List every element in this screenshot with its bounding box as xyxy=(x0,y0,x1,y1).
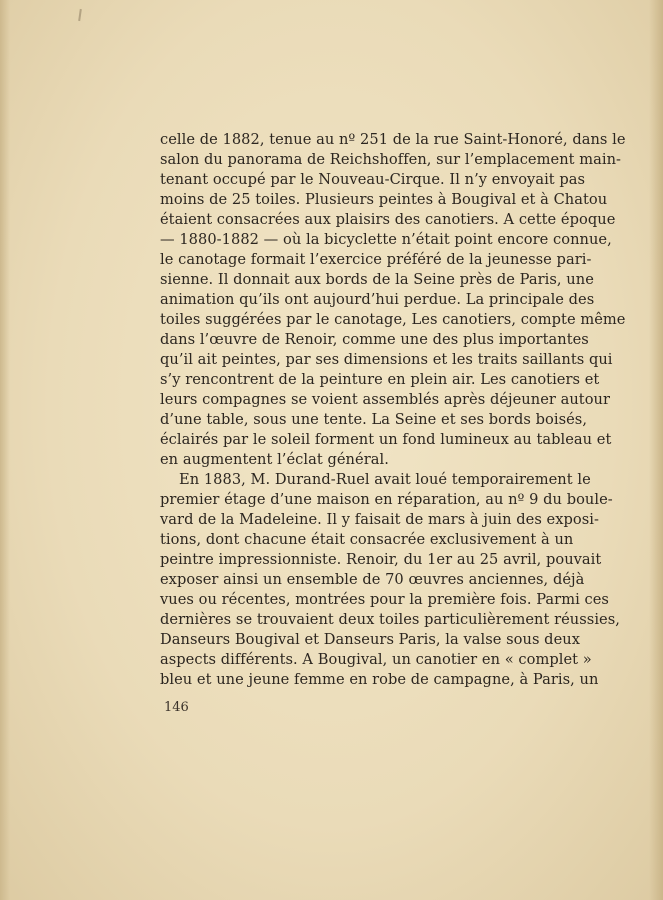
text-line: animation qu’ils ont aujourd’hui perdue. La principale des xyxy=(160,291,595,308)
text-line: le canotage formait l’exercice préféré de la jeunesse pari- xyxy=(160,251,592,268)
text-line: salon du panorama de Reichshoffen, sur l’emplacement main- xyxy=(160,151,622,168)
text-line: sienne. Il donnait aux bords de la Seine près de Paris, une xyxy=(160,271,594,288)
text-line: tions, dont chacune était consacrée exclusivement à un xyxy=(160,531,574,548)
text-line: moins de 25 toiles. Plusieurs peintes à Bougival et à Chatou xyxy=(160,191,608,208)
text-line: étaient consacrées aux plaisirs des canotiers. A cette époque xyxy=(160,211,616,228)
text-line: leurs compagnes se voient assemblés après déjeuner autour xyxy=(160,391,611,408)
text-line: premier étage d’une maison en réparation, au nº 9 du boule- xyxy=(160,491,613,508)
text-line: éclairés par le soleil forment un fond lumineux au tableau et xyxy=(160,431,612,448)
page-edge-shadow-right xyxy=(649,0,663,900)
text-line: toiles suggérées par le canotage, Les canotiers, compte même xyxy=(160,311,626,328)
text-line: vard de la Madeleine. Il y faisait de mars à juin des exposi- xyxy=(160,511,599,528)
text-line: qu’il ait peintes, par ses dimensions et les traits saillants qui xyxy=(160,351,613,368)
page-number: 146 xyxy=(164,700,189,715)
text-line: tenant occupé par le Nouveau-Cirque. Il n’y envoyait pas xyxy=(160,171,586,188)
text-line: bleu et une jeune femme en robe de campagne, à Paris, un xyxy=(160,671,599,688)
page-edge-shadow-left xyxy=(0,0,10,900)
text-line: En 1883, M. Durand-Ruel avait loué temporairement le xyxy=(179,471,591,488)
text-line: aspects différents. A Bougival, un canotier en « complet » xyxy=(160,651,592,668)
text-line: vues ou récentes, montrées pour la première fois. Parmi ces xyxy=(160,591,609,608)
text-line: dernières se trouvaient deux toiles particulièrement réussies, xyxy=(160,611,620,628)
text-line: exposer ainsi un ensemble de 70 œuvres anciennes, déjà xyxy=(160,571,585,588)
text-line: peintre impressionniste. Renoir, du 1er au 25 avril, pouvait xyxy=(160,551,602,568)
text-line: s’y rencontrent de la peinture en plein air. Les canotiers et xyxy=(160,371,600,388)
text-line: Danseurs Bougival et Danseurs Paris, la valse sous deux xyxy=(160,631,580,648)
text-line: d’une table, sous une tente. La Seine et ses bords boisés, xyxy=(160,411,588,428)
text-line: dans l’œuvre de Renoir, comme une des plus importantes xyxy=(160,331,589,348)
text-line: — 1880-1882 — où la bicyclette n’était point encore connue, xyxy=(160,231,612,248)
paper-speck xyxy=(78,9,82,21)
text-line: celle de 1882, tenue au nº 251 de la rue Saint-Honoré, dans le xyxy=(160,131,626,148)
text-line: en augmentent l’éclat général. xyxy=(160,451,389,468)
